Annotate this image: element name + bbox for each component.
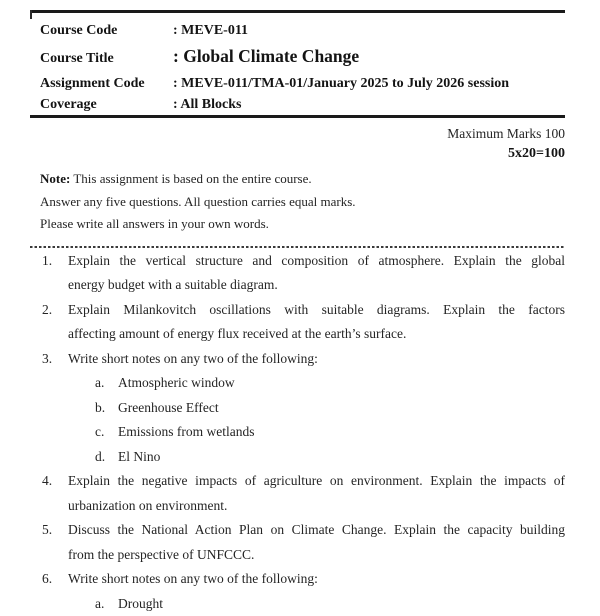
note-label: Note: — [40, 171, 70, 186]
coverage-label: Coverage — [40, 95, 173, 115]
question-number: 2. — [42, 298, 52, 323]
question-list — [42, 249, 565, 616]
note-line-1 — [40, 168, 565, 191]
course-title-value: : Global Climate Change — [173, 42, 359, 70]
question-6 — [68, 567, 565, 616]
question-number: 4. — [42, 469, 52, 494]
question-5 — [68, 518, 565, 567]
course-code-value: : MEVE-011 — [173, 20, 248, 42]
assignment-code-value: : MEVE-011/TMA-01/January 2025 to July 2026 session — [173, 73, 509, 95]
document-page — [0, 10, 600, 610]
table-row — [40, 20, 565, 42]
table-row — [40, 73, 565, 95]
question-1 — [68, 249, 565, 298]
question-number: 1. — [42, 249, 52, 274]
table-row — [40, 42, 565, 73]
sub-item-letter: b. — [95, 396, 105, 421]
question-text: energy budget with a suitable diagram. — [68, 273, 565, 298]
sub-item — [118, 420, 565, 445]
question-text: affecting amount of energy flux received at the earth’s surface. — [68, 322, 565, 347]
sub-item-text: Drought — [118, 592, 565, 616]
sub-item-letter: c. — [95, 420, 104, 445]
question-number: 3. — [42, 347, 52, 372]
assignment-code-label: Assignment Code — [40, 73, 173, 95]
question-text: Explain the vertical structure and composition of atmosphere. Explain the global — [68, 249, 565, 274]
note-line-2: Answer any five questions. All question carries equal marks. — [40, 191, 565, 214]
marks-distribution: 5x20=100 — [30, 144, 565, 164]
question-number: 5. — [42, 518, 52, 543]
question-2 — [68, 298, 565, 347]
marks-section — [30, 124, 565, 164]
question-text: Discuss the National Action Plan on Climate Change. Explain the capacity building — [68, 518, 565, 543]
sub-item — [118, 371, 565, 396]
sub-item-text: Emissions from wetlands — [118, 420, 565, 445]
note-section — [40, 168, 565, 236]
question-3 — [68, 347, 565, 470]
sub-item-letter: a. — [95, 371, 104, 396]
course-code-label: Course Code — [40, 20, 173, 42]
note-line-3: Please write all answers in your own words. — [40, 213, 565, 236]
sub-item-text: Atmospheric window — [118, 371, 565, 396]
question-text: Explain the negative impacts of agriculture on environment. Explain the impacts of — [68, 469, 565, 494]
table-border-remnant — [30, 10, 32, 19]
table-row — [40, 95, 565, 115]
sub-item-text: El Nino — [118, 445, 565, 470]
dashed-divider — [30, 246, 565, 248]
question-text: urbanization on environment. — [68, 494, 565, 519]
sub-item — [118, 592, 565, 616]
sub-item-text: Greenhouse Effect — [118, 396, 565, 421]
question-text: Write short notes on any two of the following: — [68, 347, 565, 372]
course-header-table — [30, 10, 565, 118]
question-text: Explain Milankovitch oscillations with suitable diagrams. Explain the factors — [68, 298, 565, 323]
sub-item-letter: a. — [95, 592, 104, 616]
sub-item-letter: d. — [95, 445, 105, 470]
question-text: Write short notes on any two of the following: — [68, 567, 565, 592]
note-text: This assignment is based on the entire course. — [70, 171, 311, 186]
course-title-label: Course Title — [40, 45, 173, 73]
question-number: 6. — [42, 567, 52, 592]
maximum-marks: Maximum Marks 100 — [30, 124, 565, 144]
question-4 — [68, 469, 565, 518]
question-text: from the perspective of UNFCCC. — [68, 543, 565, 568]
coverage-value: : All Blocks — [173, 95, 241, 115]
sub-item — [118, 445, 565, 470]
sub-item — [118, 396, 565, 421]
